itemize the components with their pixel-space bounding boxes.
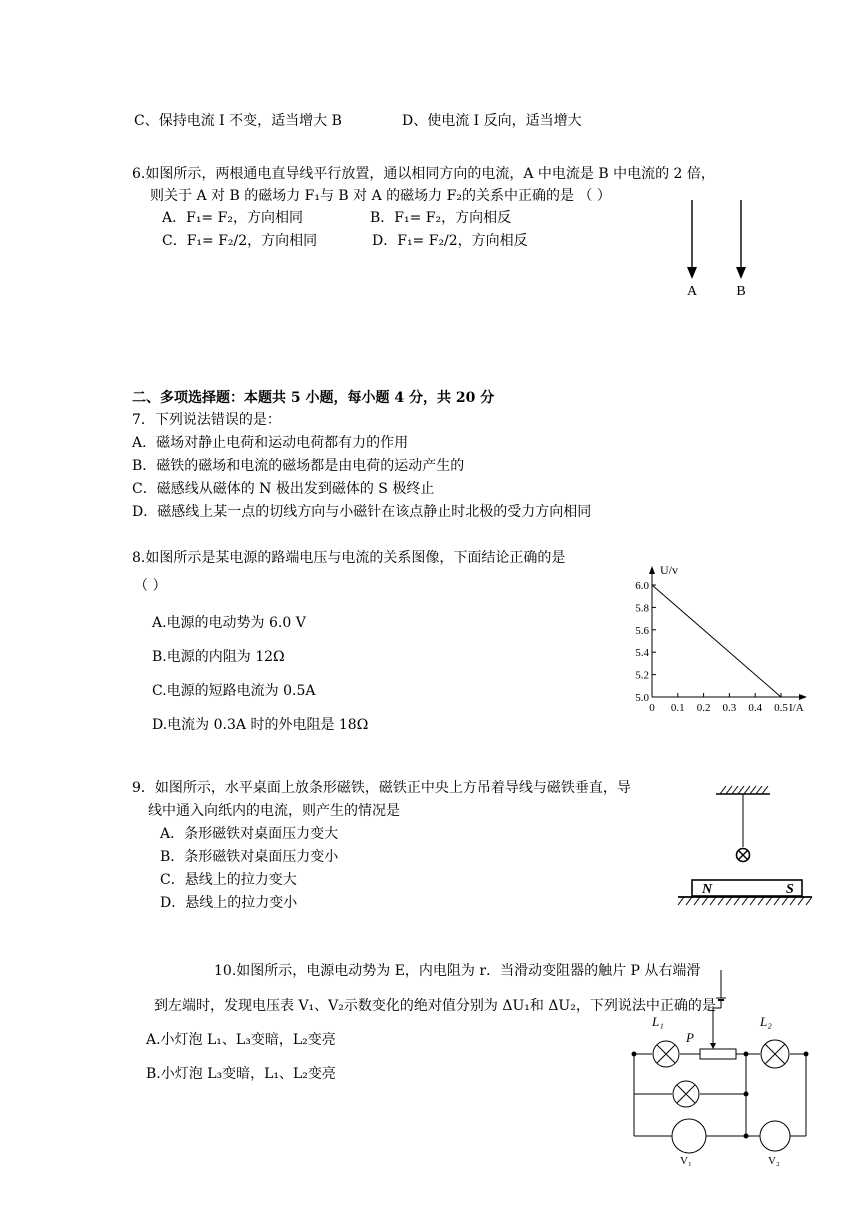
x-axis-arrow: [799, 694, 807, 700]
q6-option-c: C．F₁= F₂/2，方向相同: [162, 233, 318, 249]
x-tick-label: 0: [649, 702, 655, 712]
q8-ui-chart: [622, 560, 822, 712]
section-2-title: 二、多项选择题：本题共 5 小题，每小题 4 分，共 20 分: [132, 390, 495, 406]
y-tick-label: 5.4: [635, 647, 649, 660]
q9-option-b: B．条形磁铁对桌面压力变小: [160, 849, 339, 865]
q9-option-a: A．条形磁铁对桌面压力变大: [160, 826, 339, 842]
y-axis-arrow: [649, 566, 655, 574]
label-v2: V₂: [768, 1155, 780, 1167]
q10-stem-line2: 到左端时，发现电压表 V₁、V₂示数变化的绝对值分别为 ΔU₁和 ΔU₂，下列说法中正确的是: [154, 998, 716, 1014]
q6-stem-line2: 则关于 A 对 B 的磁场力 F₁与 B 对 A 的磁场力 F₂的关系中正确的是 （ ）: [150, 188, 611, 204]
q9-stem-line1: 9．如图所示，水平桌面上放条形磁铁，磁铁正中央上方吊着导线与磁铁垂直，导: [132, 780, 631, 796]
lamp-l3-icon: [673, 1081, 699, 1107]
lamp-l1-icon: [653, 1041, 679, 1067]
q6-option-a: A．F₁= F₂，方向相同: [162, 210, 303, 226]
x-tick-label: 0.2: [696, 702, 711, 712]
u-i-line: [652, 585, 781, 697]
q7-stem: 7．下列说法错误的是：: [132, 412, 281, 428]
label-p: P: [686, 1030, 694, 1045]
q9-magnet-figure: [670, 780, 820, 910]
magnet-s-pole: S: [786, 882, 794, 897]
q8-option-c: C.电源的短路电流为 0.5A: [152, 683, 316, 699]
x-tick-label: 0.3: [722, 702, 737, 712]
ceiling-hatching: [720, 786, 768, 794]
q9-option-c: C．悬线上的拉力变大: [160, 872, 297, 888]
q8-stem-line1: 8.如图所示是某电源的路端电压与电流的关系图像，下面结论正确的是: [132, 550, 566, 566]
x-tick-label: 0.1: [670, 702, 685, 712]
q6-stem-line1: 6.如图所示，两根通电直导线平行放置，通以相同方向的电流，A 中电流是 B 中电流的 2 倍，: [132, 166, 715, 182]
q9-stem-line2: 线中通入向纸内的电流，则产生的情况是: [148, 803, 400, 819]
voltmeter-v2-icon: [760, 1121, 790, 1151]
q9-option-d: D．悬线上的拉力变小: [160, 895, 298, 911]
q10-option-a: A.小灯泡 L₁、L₃变暗，L₂变亮: [146, 1032, 336, 1048]
y-tick-label: 5.8: [635, 602, 649, 615]
q6-option-b: B．F₁= F₂，方向相反: [370, 210, 512, 226]
lamp-l2-icon: [761, 1040, 789, 1068]
q6-option-d: D．F₁= F₂/2，方向相反: [372, 233, 528, 249]
q8-option-b: B.电源的内阻为 12Ω: [152, 649, 285, 665]
x-axis-label: I/A: [789, 702, 804, 712]
q7-option-c: C．磁感线从磁体的 N 极出发到磁体的 S 极终止: [132, 481, 435, 497]
q6-parallel-wires-figure: [670, 195, 770, 305]
current-into-page-icon: [737, 849, 750, 862]
q7-option-b: B．磁铁的磁场和电流的磁场都是由电荷的运动产生的: [132, 458, 465, 474]
q10-circuit-figure: [620, 968, 820, 1168]
q10-stem-line1: 10.如图所示，电源电动势为 E，内电阻为 r．当滑动变阻器的触片 P 从右端滑: [214, 963, 701, 979]
q7-option-d: D．磁感线上某一点的切线方向与小磁针在该点静止时北极的受力方向相同: [132, 504, 592, 520]
x-tick-label: 0.5: [774, 702, 788, 712]
q10-option-b: B.小灯泡 L₃变暗，L₁、L₂变亮: [146, 1066, 336, 1082]
q8-stem-line2: （ ）: [134, 578, 167, 594]
label-l2: L₂: [760, 1014, 772, 1029]
y-tick-label: 6.0: [635, 580, 649, 592]
q5-option-d: D、使电流 I 反向，适当增大: [402, 113, 582, 129]
q8-option-d: D.电流为 0.3A 时的外电阻是 18Ω: [152, 717, 369, 733]
magnet-n-pole: N: [702, 882, 713, 897]
y-tick-label: 5.0: [635, 692, 649, 704]
wire-b-label: B: [736, 284, 746, 299]
y-axis-label: U/v: [660, 563, 678, 577]
q7-option-a: A．磁场对静止电荷和运动电荷都有力的作用: [132, 435, 409, 451]
y-tick-label: 5.2: [635, 669, 649, 682]
label-l1: L₁: [652, 1014, 664, 1029]
y-tick-label: 5.6: [635, 624, 649, 637]
voltmeter-v1-icon: [672, 1119, 706, 1153]
q5-option-c: C、保持电流 I 不变，适当增大 B: [134, 113, 342, 129]
table-hatching: [678, 897, 812, 905]
rheostat: [700, 1049, 736, 1059]
q8-option-a: A.电源的电动势为 6.0 V: [152, 615, 306, 631]
wire-a-label: A: [686, 284, 698, 299]
label-v1: V₁: [680, 1155, 692, 1167]
x-tick-label: 0.4: [748, 702, 763, 712]
